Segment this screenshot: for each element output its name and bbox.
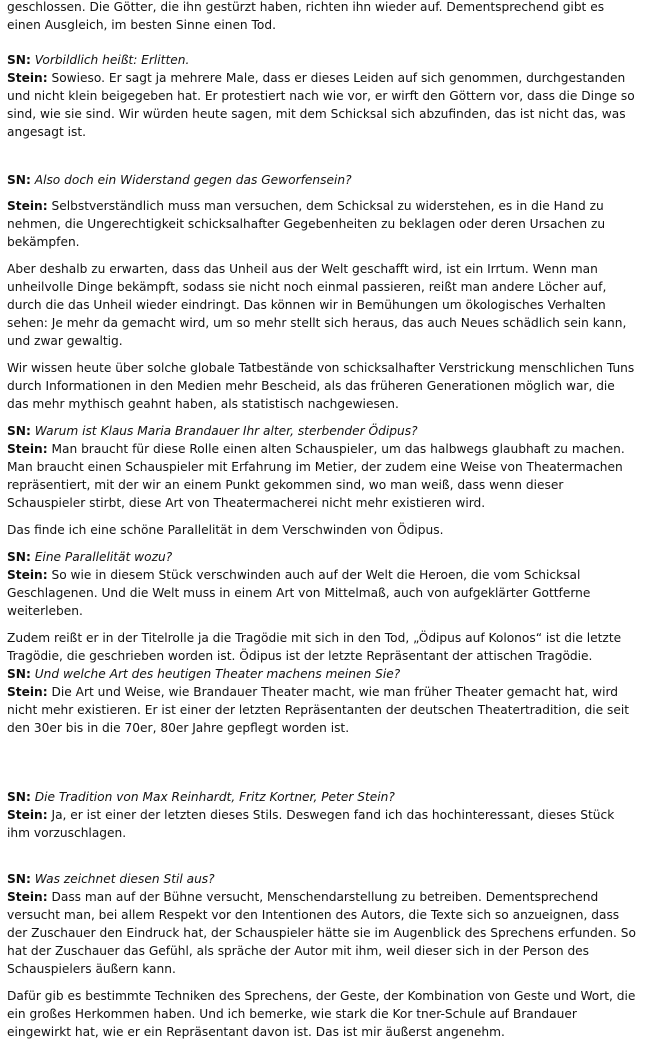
interview-block <box>7 171 639 189</box>
question-paragraph <box>7 171 639 189</box>
paragraph-text: Sowieso. Er sagt ja mehrere Male, dass er dieses Leiden auf sich genommen, durchgestanden und nicht klein beigegeben hat. Er protestiert nach wie vor, er wirft den Göttern vor, dass die Dinge so sind, wie sie sind. Wir würden heute sagen, mit dem Schicksal sich abzufinden, das ist nicht das, was angesagt ist. <box>7 71 635 139</box>
speaker-label: SN: <box>7 424 31 438</box>
speaker-label: SN: <box>7 790 31 804</box>
answer-paragraph <box>7 566 639 620</box>
question-text: Vorbildlich heißt: Erlitten. <box>34 53 190 67</box>
interview-block <box>7 870 639 1041</box>
interview-block <box>7 51 639 141</box>
paragraph-text: Das finde ich eine schöne Parallelität in dem Verschwinden von Ödipus. <box>7 523 444 537</box>
speaker-label: Stein: <box>7 890 48 904</box>
answer-paragraph <box>7 197 639 251</box>
speaker-label: Stein: <box>7 71 48 85</box>
paragraph-text: Selbstverständlich muss man versuchen, dem Schicksal zu widerstehen, es in die Hand zu nehmen, die Ungerechtigkeit schicksalhafter Gegebenheiten zu beklagen oder deren Ursachen zu bekämpfen. <box>7 199 606 249</box>
speaker-label: Stein: <box>7 199 48 213</box>
paragraph-text: Aber deshalb zu erwarten, dass das Unheil aus der Welt geschafft wird, ist ein Irrtum. Wenn man unheilvolle Dinge bekämpft, sodass sie nicht noch einmal passieren, reißt man andere Löcher auf, durch die das Unheil wieder eindringt. Das können wir in Bemühungen um ökologisches Verhalten sehen: Je mehr da gemacht wird, um so mehr stellt sich heraus, das auch Neues schädlich sein kann, und zwar gewaltig. <box>7 262 627 348</box>
paragraph-text: Ja, er ist einer der letzten dieses Stils. Deswegen fand ich das hochinteressant, dieses Stück ihm vorzuschlagen. <box>7 808 615 840</box>
paragraph-text: geschlossen. Die Götter, die ihn gestürzt haben, richten ihn wieder auf. Dementsprechend gibt es einen Ausgleich, im besten Sinne einen Tod. <box>7 0 605 32</box>
paragraph-gap <box>7 251 639 260</box>
speaker-label: SN: <box>7 872 31 886</box>
question-paragraph <box>7 665 639 683</box>
paragraph-gap <box>7 512 639 521</box>
question-text: Was zeichnet diesen Stil aus? <box>34 872 215 886</box>
question-text: Also doch ein Widerstand gegen das Geworfensein? <box>34 173 352 187</box>
answer-paragraph <box>7 806 639 842</box>
interview-block <box>7 197 639 737</box>
body-paragraph <box>7 260 639 350</box>
body-paragraph <box>7 359 639 413</box>
paragraph-text: So wie in diesem Stück verschwinden auch auf der Welt die Heroen, die vom Schicksal Geschlagenen. Und die Welt muss in einem Art von Mittelmaß, auch von aufgeklärter Gottferne weiterleben. <box>7 568 591 618</box>
question-paragraph <box>7 51 639 69</box>
paragraph-text: Die Art und Weise, wie Brandauer Theater macht, wie man früher Theater gemacht hat, wird nicht mehr existieren. Er ist einer der letzten Repräsentanten der deutschen Theatertradition, die seit den 30er bis in die 70er, 80er Jahre gepflegt worden ist. <box>7 685 629 735</box>
speaker-label: SN: <box>7 173 31 187</box>
paragraph-gap <box>7 413 639 422</box>
paragraph-gap <box>7 620 639 629</box>
paragraph-text: Man braucht für diese Rolle einen alten Schauspieler, um das halbwegs glaubhaft zu machen. Man braucht einen Schauspieler mit Erfahrung im Metier, der zudem eine Weise von Theatermachen repräsentiert, mit der wir an einem Punkt gekommen sind, wo man weiß, dass wenn dieser Schauspieler stirbt, diese Art von Theatermacherei nicht mehr existieren wird. <box>7 442 625 510</box>
paragraph-text: Zudem reißt er in der Titelrolle ja die Tragödie mit sich in den Tod, „Ödipus auf Kolonos“ ist die letzte Tragödie, die geschrieben worden ist. Ödipus ist der letzte Repräsentant der attischen Tragödie. <box>7 631 622 663</box>
body-paragraph <box>7 629 639 665</box>
paragraph-text: Dafür gib es bestimmte Techniken des Sprechens, der Geste, der Kombination von Geste und Wort, die ein großes Herkommen haben. Und ich bemerke, wie stark die Kor tner-Schule auf Brandauer eingewirkt hat, wie er ein Repräsentant davon ist. Das ist mir äußerst angenehm. <box>7 989 636 1039</box>
question-text: Die Tradition von Max Reinhardt, Fritz Kortner, Peter Stein? <box>34 790 395 804</box>
answer-paragraph <box>7 683 639 737</box>
speaker-label: SN: <box>7 667 31 681</box>
question-text: Warum ist Klaus Maria Brandauer Ihr alter, sterbender Ödipus? <box>34 424 418 438</box>
speaker-label: Stein: <box>7 685 48 699</box>
question-text: Eine Parallelität wozu? <box>34 550 173 564</box>
question-paragraph <box>7 422 639 440</box>
interview-block <box>7 0 639 34</box>
question-paragraph <box>7 870 639 888</box>
answer-paragraph <box>7 69 639 141</box>
body-paragraph <box>7 521 639 539</box>
speaker-label: SN: <box>7 550 31 564</box>
speaker-label: Stein: <box>7 568 48 582</box>
paragraph-gap <box>7 350 639 359</box>
speaker-label: Stein: <box>7 442 48 456</box>
paragraph-gap <box>7 978 639 987</box>
answer-paragraph <box>7 440 639 512</box>
question-paragraph <box>7 548 639 566</box>
answer-paragraph <box>7 888 639 978</box>
body-paragraph <box>7 0 639 34</box>
interview-block <box>7 788 639 842</box>
body-paragraph <box>7 987 639 1041</box>
paragraph-gap <box>7 539 639 548</box>
speaker-label: Stein: <box>7 808 48 822</box>
question-paragraph <box>7 788 639 806</box>
paragraph-text: Wir wissen heute über solche globale Tatbestände von schicksalhafter Verstrickung menschlichen Tuns durch Informationen in den Medien mehr Bescheid, als das früheren Generationen möglich war, die das mehr mythisch geahnt haben, als statistisch nachgewiesen. <box>7 361 635 411</box>
question-text: Und welche Art des heutigen Theater machens meinen Sie? <box>34 667 401 681</box>
paragraph-text: Dass man auf der Bühne versucht, Menschendarstellung zu betreiben. Dementsprechend versucht man, bei allem Respekt vor den Intentionen des Autors, die Texte sich so anzueignen, dass der Zuschauer den Eindruck hat, der Schauspieler hätte sie im Augenblick des Sprechens erfunden. So hat der Zuschauer das Gefühl, als spräche der Autor mit ihm, weil dieser sich in der Person des Schauspielers äußern kann. <box>7 890 636 976</box>
speaker-label: SN: <box>7 53 31 67</box>
